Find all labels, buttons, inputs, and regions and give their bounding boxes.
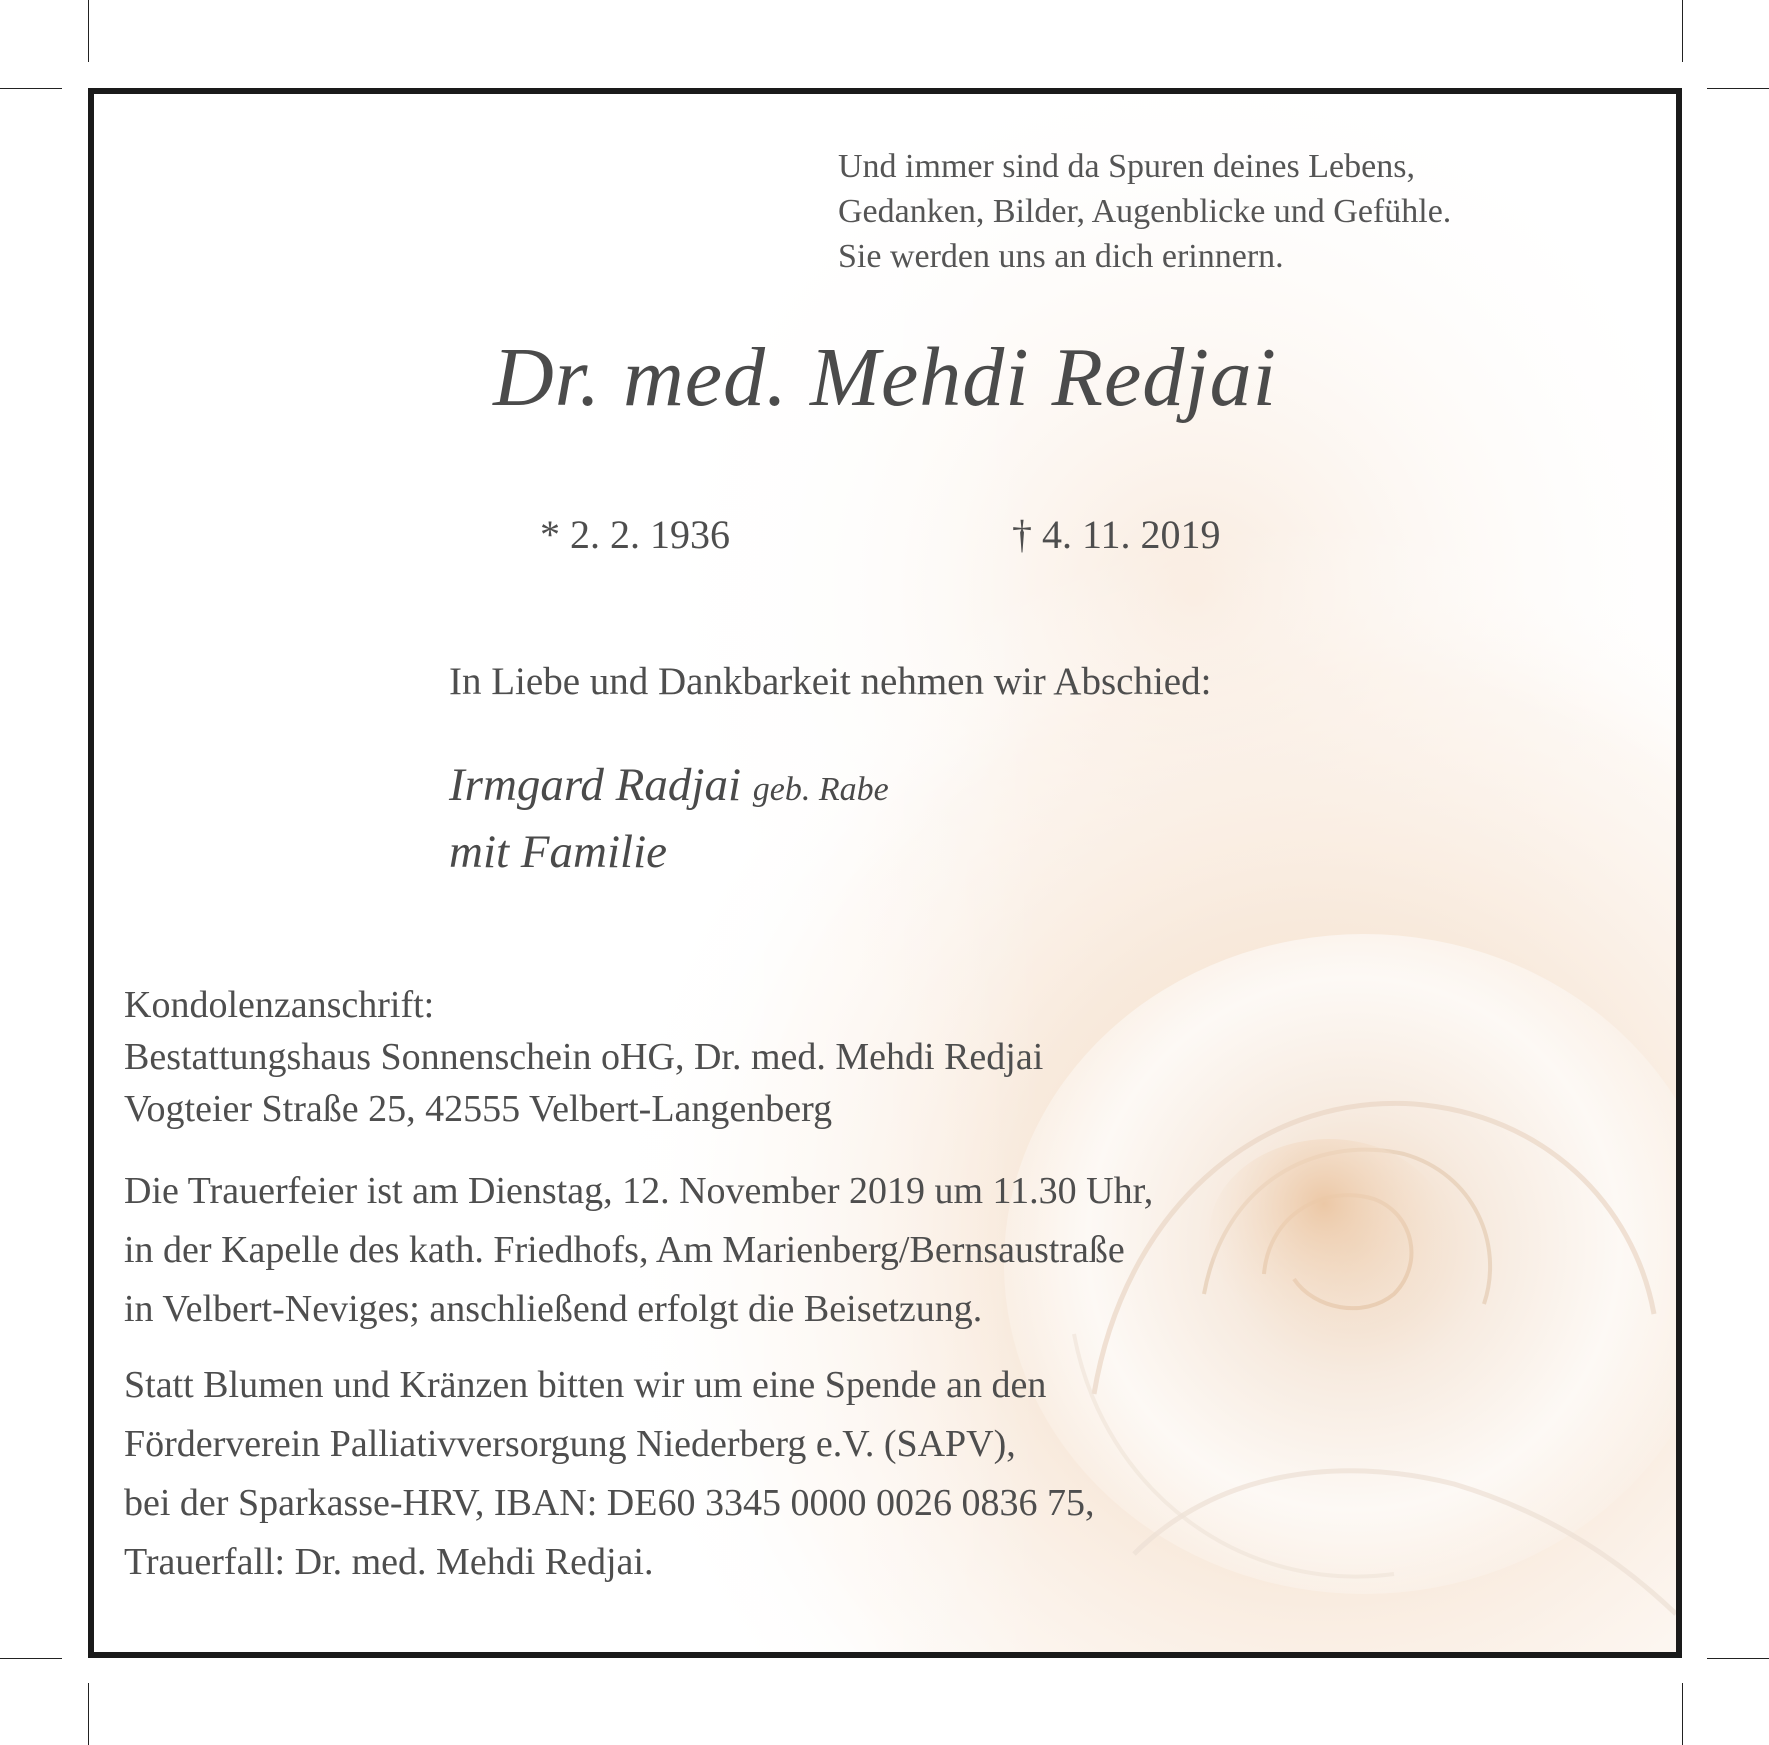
crop-mark-right-top [1707, 88, 1769, 89]
mourner-family: mit Familie [449, 826, 667, 878]
donation-line: Statt Blumen und Kränzen bitten wir um eine Spende an den [124, 1364, 1047, 1406]
condolence-line: Bestattungshaus Sonnenschein oHG, Dr. med. Mehdi Redjai [124, 1036, 1044, 1078]
birth-date: * 2. 2. 1936 [540, 512, 730, 557]
condolence-line: Vogteier Straße 25, 42555 Velbert-Langenberg [124, 1088, 833, 1130]
funeral-line: in Velbert-Neviges; anschließend erfolgt die Beisetzung. [124, 1288, 983, 1330]
motto-line: Und immer sind da Spuren deines Lebens, [838, 148, 1415, 185]
donation-line: Förderverein Palliativversorgung Niederberg e.V. (SAPV), [124, 1423, 1016, 1465]
condolence-heading: Kondolenzanschrift: [124, 984, 435, 1026]
mourners-block [449, 754, 889, 883]
mourner-name: Irmgard Radjai [449, 759, 742, 811]
crop-mark-bottom-right [1682, 1683, 1683, 1745]
crop-mark-top-left [88, 0, 89, 62]
funeral-line: Die Trauerfeier ist am Dienstag, 12. November 2019 um 11.30 Uhr, [124, 1170, 1154, 1212]
crop-mark-left-bottom [0, 1658, 62, 1659]
crop-mark-left-top [0, 88, 62, 89]
donation-line: bei der Sparkasse-HRV, IBAN: DE60 3345 0000 0026 0836 75, [124, 1482, 1095, 1524]
donation-info [124, 1356, 1094, 1592]
obituary-frame [88, 88, 1682, 1658]
farewell-text: In Liebe und Dankbarkeit nehmen wir Abschied: [449, 660, 1212, 703]
motto-line: Sie werden uns an dich erinnern. [838, 238, 1284, 275]
condolence-address [124, 979, 1043, 1135]
crop-mark-bottom-left [88, 1683, 89, 1745]
donation-line: Trauerfall: Dr. med. Mehdi Redjai. [124, 1541, 654, 1583]
motto-verse [838, 144, 1451, 279]
funeral-info [124, 1162, 1153, 1339]
death-date: † 4. 11. 2019 [1012, 512, 1221, 557]
crop-mark-top-right [1682, 0, 1683, 62]
funeral-line: in der Kapelle des kath. Friedhofs, Am Marienberg/Bernsaustraße [124, 1229, 1125, 1271]
crop-mark-right-bottom [1707, 1658, 1769, 1659]
mourner-maiden-name: geb. Rabe [752, 771, 889, 808]
deceased-name: Dr. med. Mehdi Redjai [493, 331, 1277, 424]
motto-line: Gedanken, Bilder, Augenblicke und Gefühle. [838, 193, 1452, 230]
